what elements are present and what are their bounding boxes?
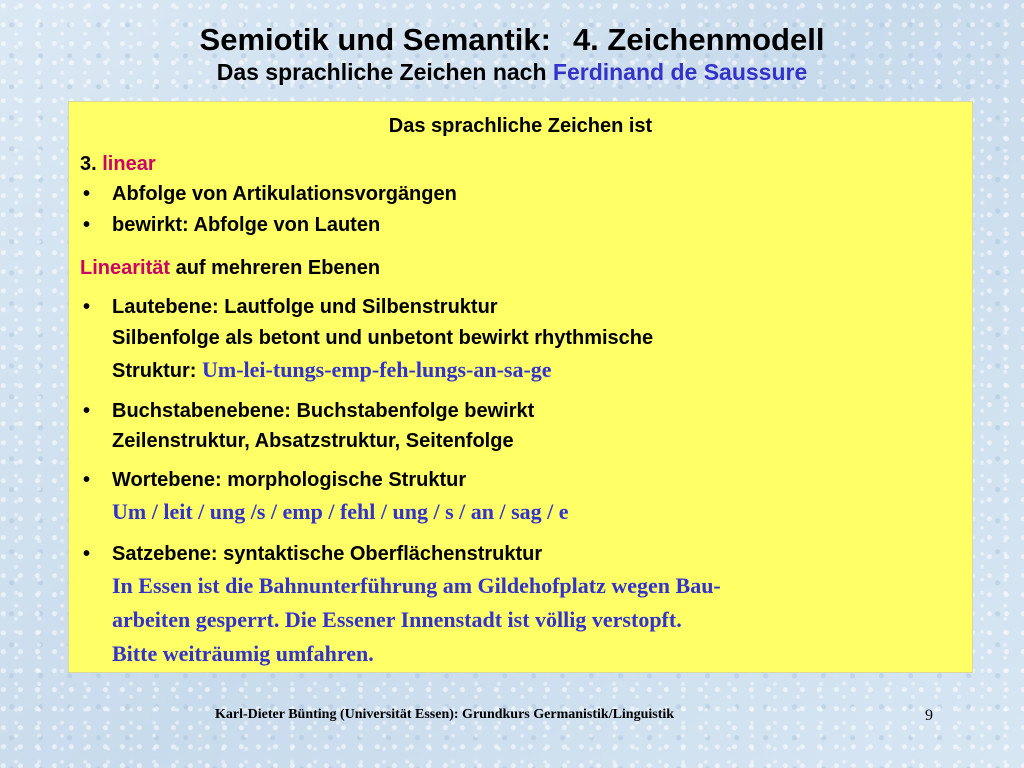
- laut-line-3: [112, 358, 552, 383]
- wort-example: Um / leit / ung /s / emp / fehl / ung / s / an / sag / e: [112, 499, 569, 524]
- bullet-marker: •: [83, 183, 91, 205]
- slide-header: [0, 22, 1024, 86]
- satz-example-2: arbeiten gesperrt. Die Essener Innenstadt ist völlig verstopft.: [112, 607, 682, 632]
- satz-line-1: Satzebene: syntaktische Oberflächenstruktur: [112, 543, 543, 565]
- buchstaben-line-1: Buchstabenebene: Buchstabenfolge bewirkt: [112, 400, 535, 422]
- content-heading: Das sprachliche Zeichen ist: [388, 115, 653, 137]
- bullet-marker: •: [83, 214, 91, 236]
- linearity-heading: [80, 256, 380, 280]
- linearity-term: Linearität: [80, 257, 171, 279]
- laut-line-1: Lautebene: Lautfolge und Silbenstruktur: [112, 296, 498, 318]
- section-heading: [80, 152, 156, 176]
- section-term: linear: [102, 153, 156, 175]
- laut-example: Um-lei-tungs-emp-feh-lungs-an-sa-ge: [202, 357, 552, 382]
- bullet-marker: •: [83, 296, 91, 318]
- subtitle-name: Ferdinand de Saussure: [552, 59, 808, 85]
- slide-title: [0, 22, 1024, 58]
- footer-credit: Karl-Dieter Bünting (Universität Essen): Grundkurs Germanistik/Linguistik: [215, 707, 675, 722]
- wort-line-1: Wortebene: morphologische Struktur: [112, 469, 467, 491]
- satz-example-1: In Essen ist die Bahnunterführung am Gildehofplatz wegen Bau-: [112, 573, 721, 598]
- title-part-1: Semiotik und Semantik:: [199, 22, 551, 57]
- bullet-marker: •: [83, 543, 91, 565]
- buchstaben-line-2: Zeilenstruktur, Absatzstruktur, Seitenfolge: [112, 430, 514, 452]
- bullet-intro-1: Abfolge von Artikulationsvorgängen: [112, 183, 457, 205]
- subtitle-prefix: Das sprachliche Zeichen nach: [216, 59, 547, 85]
- linearity-rest: auf mehreren Ebenen: [175, 257, 381, 279]
- laut-prefix: Struktur:: [112, 360, 197, 382]
- bullet-marker: •: [83, 469, 91, 491]
- section-number: 3.: [80, 153, 97, 175]
- laut-line-2: Silbenfolge als betont und unbetont bewirkt rhythmische: [112, 327, 654, 349]
- slide-subtitle: [0, 58, 1024, 86]
- content-box: [68, 101, 973, 673]
- bullet-marker: •: [83, 400, 91, 422]
- bullet-intro-2: bewirkt: Abfolge von Lauten: [112, 214, 381, 236]
- page-number: 9: [925, 707, 933, 724]
- title-part-2: 4. Zeichenmodell: [572, 22, 825, 57]
- satz-example-3: Bitte weiträumig umfahren.: [112, 641, 374, 666]
